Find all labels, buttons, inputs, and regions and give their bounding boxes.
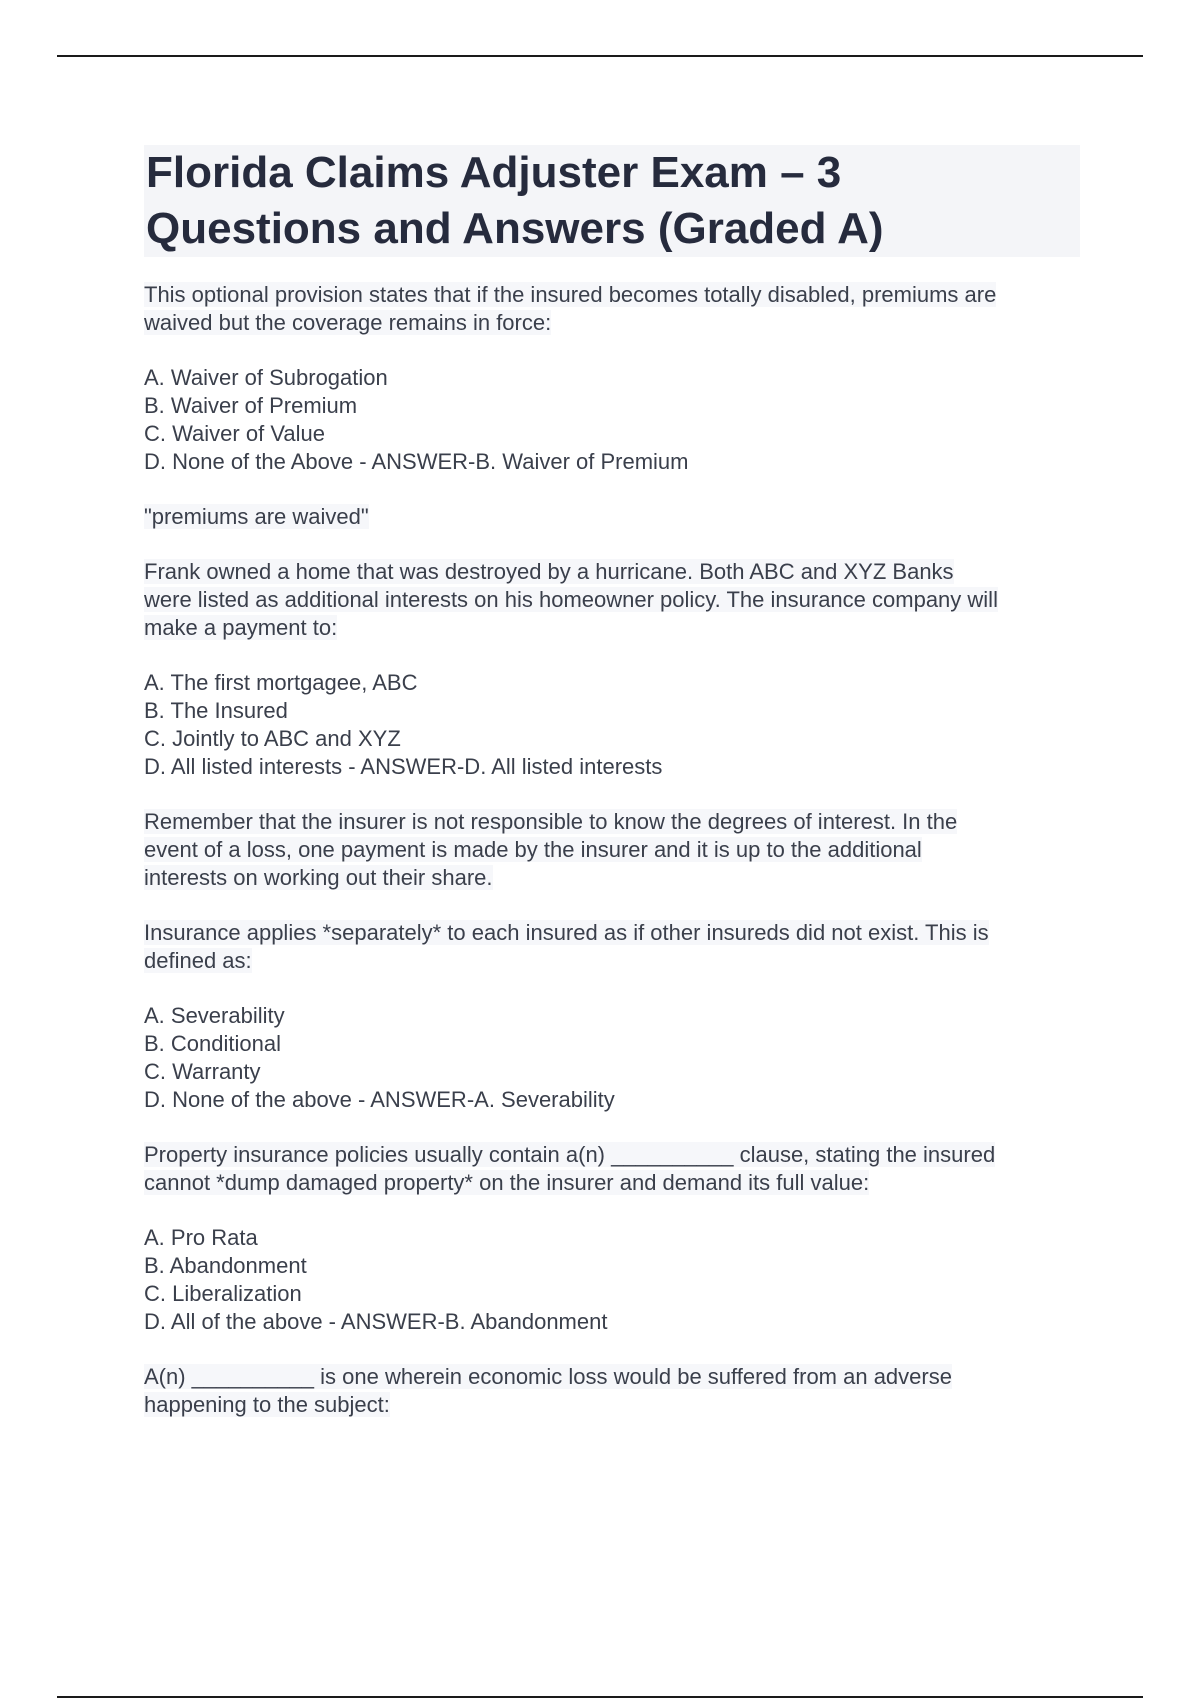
title-line-2: Questions and Answers (Graded A)	[146, 204, 884, 253]
answer-options	[144, 364, 1080, 476]
paragraph	[144, 558, 1080, 642]
top-rule	[57, 55, 1143, 57]
option-line: C. Waiver of Value	[144, 421, 325, 446]
option-line: D. None of the above - ANSWER-A. Severability	[144, 1087, 615, 1112]
page-title	[144, 145, 1080, 257]
paragraph-line: defined as:	[144, 948, 252, 973]
paragraph	[144, 1363, 1080, 1419]
option-line: C. Warranty	[144, 1059, 261, 1084]
option-line: D. None of the Above - ANSWER-B. Waiver of Premium	[144, 449, 689, 474]
paragraph-line: A(n) __________ is one wherein economic loss would be suffered from an adverse	[144, 1364, 952, 1389]
option-line: D. All of the above - ANSWER-B. Abandonment	[144, 1309, 608, 1334]
paragraph-line: "premiums are waived"	[144, 504, 369, 529]
option-line: C. Liberalization	[144, 1281, 302, 1306]
paragraph	[144, 808, 1080, 892]
paragraph	[144, 503, 1080, 531]
title-line-1: Florida Claims Adjuster Exam – 3	[146, 148, 842, 197]
option-line: B. Conditional	[144, 1031, 281, 1056]
option-line: A. Waiver of Subrogation	[144, 365, 388, 390]
paragraph-line: Remember that the insurer is not responsible to know the degrees of interest. In the	[144, 809, 958, 834]
paragraph	[144, 1141, 1080, 1197]
paragraph-line: event of a loss, one payment is made by the insurer and it is up to the additional	[144, 837, 922, 862]
document-body	[144, 145, 1080, 1446]
paragraph	[144, 919, 1080, 975]
option-line: A. The first mortgagee, ABC	[144, 670, 418, 695]
qa-blocks	[144, 281, 1080, 1419]
paragraph-line: cannot *dump damaged property* on the insurer and demand its full value:	[144, 1170, 870, 1195]
option-line: B. Abandonment	[144, 1253, 307, 1278]
option-line: A. Pro Rata	[144, 1225, 258, 1250]
paragraph-line: Property insurance policies usually contain a(n) __________ clause, stating the insured	[144, 1142, 996, 1167]
paragraph	[144, 281, 1080, 337]
paragraph-line: This optional provision states that if the insured becomes totally disabled, premiums are	[144, 282, 997, 307]
paragraph-line: make a payment to:	[144, 615, 338, 640]
option-line: C. Jointly to ABC and XYZ	[144, 726, 401, 751]
answer-options	[144, 669, 1080, 781]
paragraph-line: happening to the subject:	[144, 1392, 390, 1417]
option-line: D. All listed interests - ANSWER-D. All listed interests	[144, 754, 663, 779]
paragraph-line: were listed as additional interests on his homeowner policy. The insurance company will	[144, 587, 998, 612]
answer-options	[144, 1224, 1080, 1336]
option-line: B. Waiver of Premium	[144, 393, 358, 418]
paragraph-line: Insurance applies *separately* to each insured as if other insureds did not exist. This is	[144, 920, 989, 945]
option-line: A. Severability	[144, 1003, 285, 1028]
answer-options	[144, 1002, 1080, 1114]
bottom-rule	[57, 1696, 1143, 1698]
option-line: B. The Insured	[144, 698, 288, 723]
paragraph-line: waived but the coverage remains in force:	[144, 310, 552, 335]
paragraph-line: Frank owned a home that was destroyed by a hurricane. Both ABC and XYZ Banks	[144, 559, 954, 584]
paragraph-line: interests on working out their share.	[144, 865, 493, 890]
